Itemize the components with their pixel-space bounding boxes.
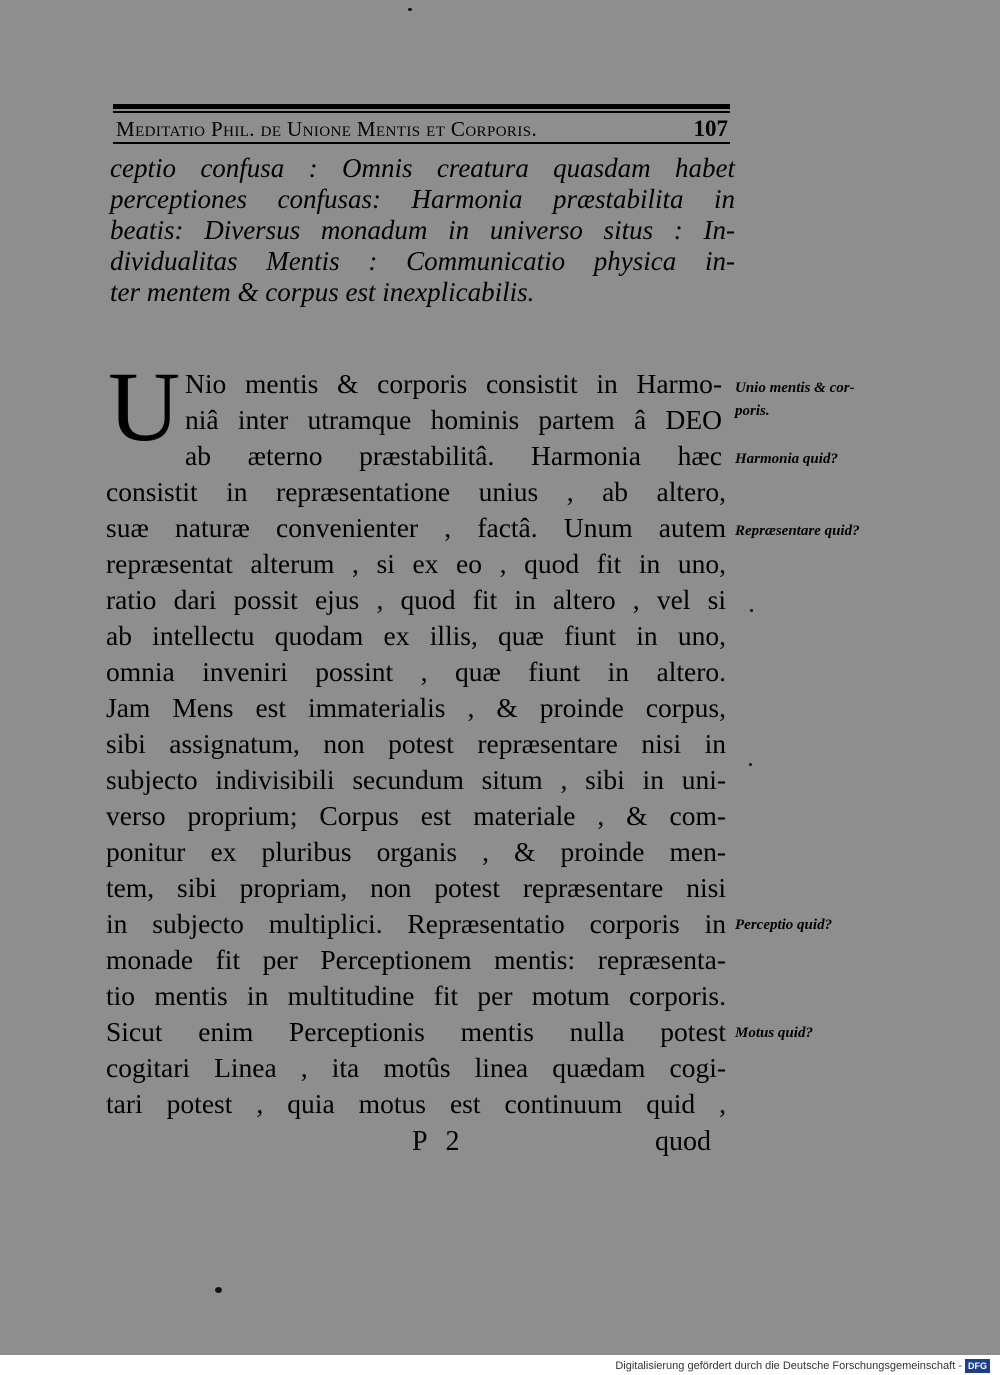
margin-note-repraesentare: Repræsentare quid? bbox=[735, 523, 860, 539]
dfg-logo-icon: DFG bbox=[965, 1359, 990, 1373]
digitization-footer bbox=[615, 1358, 990, 1374]
body-line: repræsentat alterum , si ex eo , quod fit in uno, bbox=[106, 548, 726, 579]
body-line: ponitur ex pluribus organis , & proinde men- bbox=[106, 836, 726, 867]
footer-credit: Digitalisierung gefördert durch die Deutsche Forschungsgemeinschaft - bbox=[615, 1360, 962, 1372]
scan-speck bbox=[750, 609, 753, 612]
body-line: suæ naturæ convenienter , factâ. Unum autem bbox=[106, 512, 726, 543]
abstract-line: beatis: Diversus monadum in universo situs : In- bbox=[110, 215, 735, 245]
body-line: ratio dari possit ejus , quod fit in altero , vel si bbox=[106, 584, 726, 615]
signature-mark: P 2 bbox=[412, 1126, 466, 1157]
body-line: Jam Mens est immaterialis , & proinde corpus, bbox=[106, 692, 726, 723]
running-head-title: Meditatio Phil. de Unione Mentis et Corporis. bbox=[116, 117, 538, 141]
margin-note-perceptio: Perceptio quid? bbox=[735, 917, 833, 933]
abstract-line: perceptiones confusas: Harmonia præstabilita in bbox=[110, 184, 735, 214]
header-rule-thin bbox=[113, 111, 730, 113]
body-line: monade fit per Perceptionem mentis: repræsenta- bbox=[106, 944, 726, 975]
body-line: cogitari Linea , ita motûs linea quædam cogi- bbox=[106, 1052, 726, 1083]
body-line: tem, sibi propriam, non potest repræsentare nisi bbox=[106, 872, 726, 903]
header-rule-thick bbox=[113, 104, 730, 109]
page-number: 107 bbox=[693, 116, 728, 141]
margin-note-unio-cont: poris. bbox=[735, 403, 770, 419]
body-line: niâ inter utramque hominis partem â DEO bbox=[185, 404, 722, 435]
body-line: in subjecto multiplici. Repræsentatio corporis in bbox=[106, 908, 726, 939]
abstract-line: dividualitas Mentis : Communicatio physica in- bbox=[110, 246, 735, 276]
body-line: ab æterno præstabilitâ. Harmonia hæc bbox=[185, 440, 722, 471]
body-line: omnia inveniri possint , quæ fiunt in altero. bbox=[106, 656, 726, 687]
margin-note-motus: Motus quid? bbox=[735, 1025, 813, 1041]
chapter-abstract bbox=[110, 153, 735, 308]
abstract-line: ceptio confusa : Omnis creatura quasdam habet bbox=[110, 153, 735, 183]
body-line: verso proprium; Corpus est materiale , & com- bbox=[106, 800, 726, 831]
catchword: quod bbox=[655, 1126, 711, 1157]
header-rule-bottom bbox=[113, 142, 730, 144]
body-line: tari potest , quia motus est continuum quid , bbox=[106, 1088, 726, 1119]
body-line: tio mentis in multitudine fit per motum corporis. bbox=[106, 980, 726, 1011]
body-line: sibi assignatum, non potest repræsentare nisi in bbox=[106, 728, 726, 759]
scan-speck bbox=[749, 763, 752, 766]
scan-speck bbox=[215, 1287, 222, 1293]
margin-note-harmonia: Harmonia quid? bbox=[735, 451, 838, 467]
margin-note-unio: Unio mentis & cor- bbox=[735, 380, 855, 396]
body-line: Sicut enim Perceptionis mentis nulla potest bbox=[106, 1016, 726, 1047]
drop-cap: U bbox=[108, 351, 181, 462]
body-line: Nio mentis & corporis consistit in Harmo- bbox=[185, 368, 722, 399]
body-line: subjecto indivisibili secundum situm , sibi in uni- bbox=[106, 764, 726, 795]
body-line: consistit in repræsentatione unius , ab altero, bbox=[106, 476, 726, 507]
running-head bbox=[116, 116, 728, 142]
body-line: ab intellectu quodam ex illis, quæ fiunt in uno, bbox=[106, 620, 726, 651]
abstract-line: ter mentem & corpus est inexplicabilis. bbox=[110, 277, 535, 307]
scan-speck bbox=[408, 8, 412, 11]
